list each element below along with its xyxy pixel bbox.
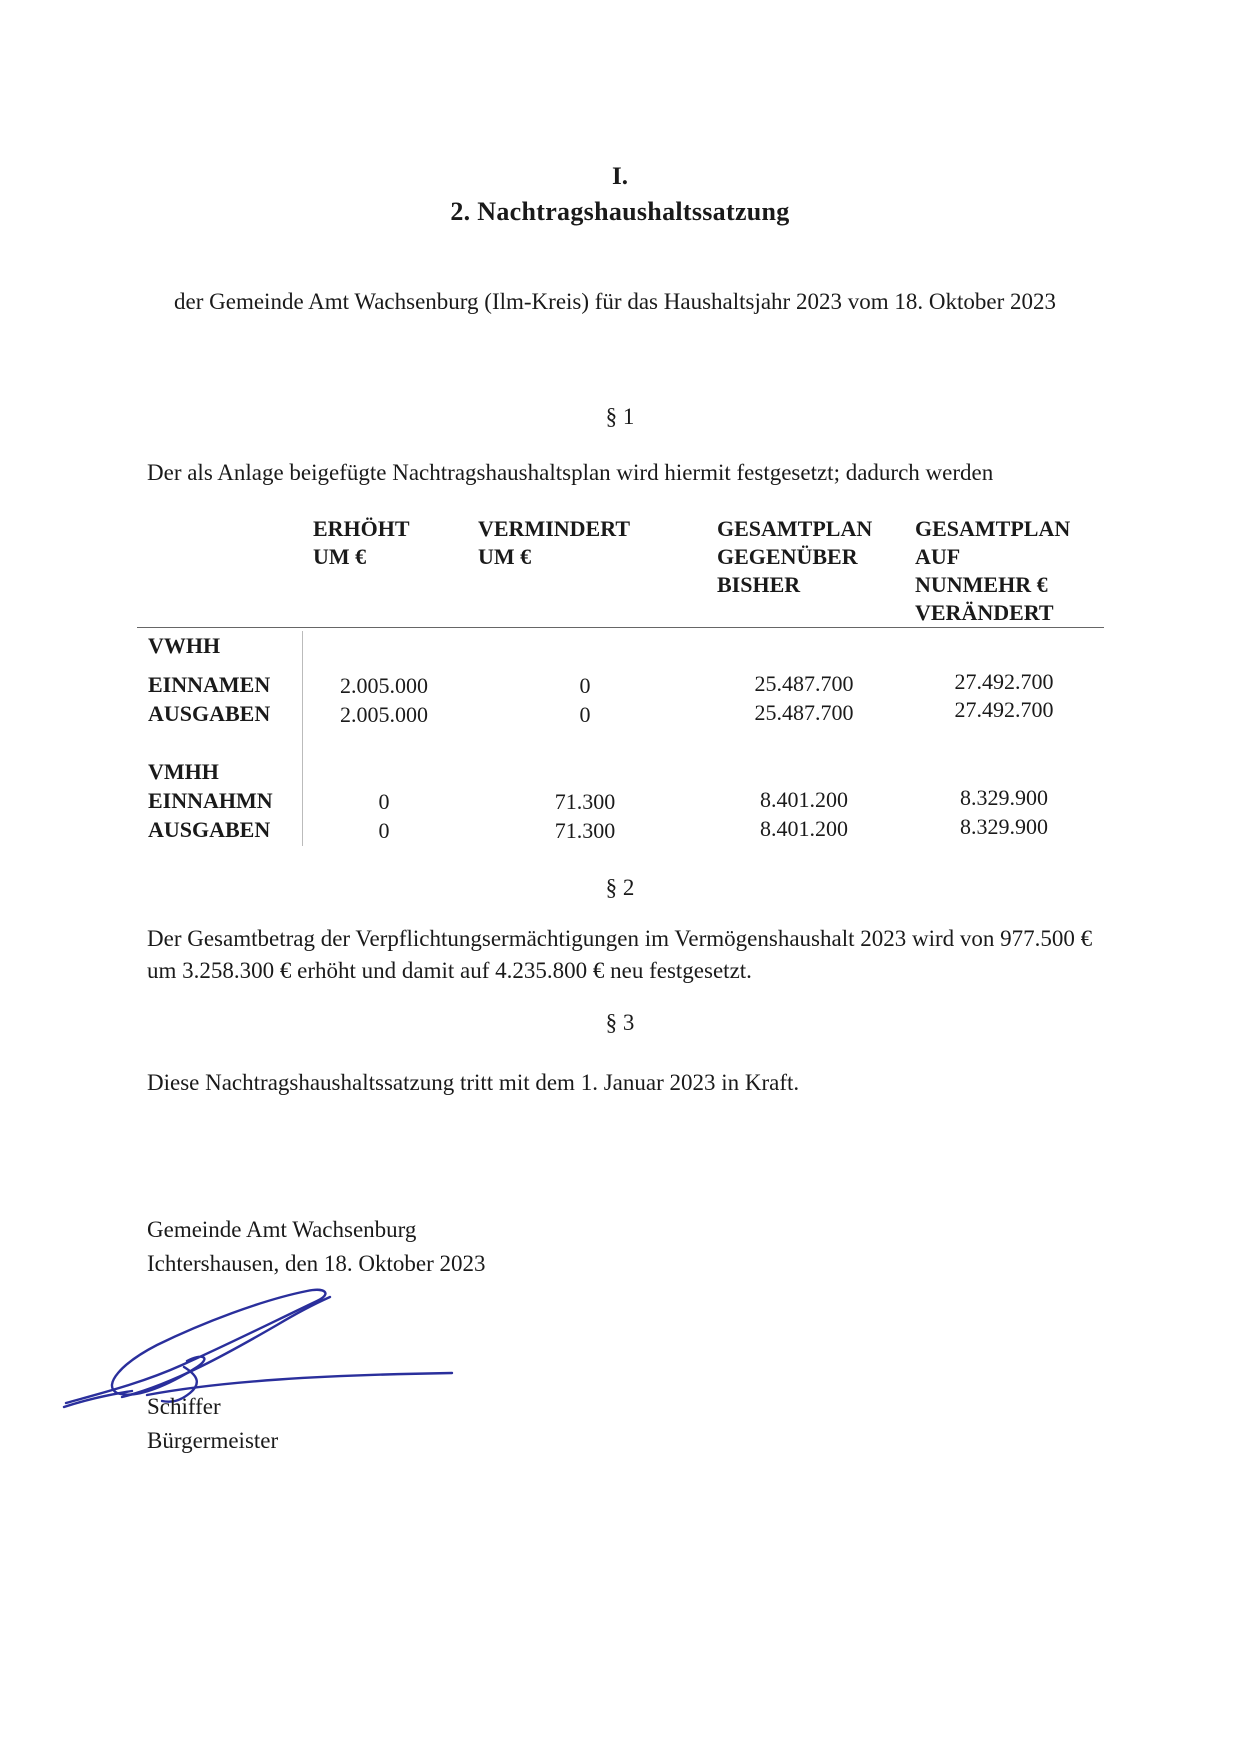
table-cell: 2.005.000	[340, 673, 428, 698]
row-label: EINNAHMN	[148, 788, 273, 813]
row-label: AUSGABEN	[148, 701, 271, 726]
table-cell: 2.005.000	[340, 702, 428, 727]
table-cell: 0	[579, 673, 591, 698]
signer-name: Schiffer	[147, 1394, 221, 1419]
municipality-name: Gemeinde Amt Wachsenburg	[147, 1217, 417, 1242]
table-header-rule	[137, 627, 1104, 628]
signer-block	[147, 1390, 278, 1458]
col-header-erhoeht: ERHÖHT UM €	[313, 516, 410, 569]
table-cell: 8.401.200	[760, 787, 848, 812]
section-1-sign: § 1	[605, 404, 635, 429]
row-label: EINNAMEN	[148, 672, 271, 697]
signer-role: Bürgermeister	[147, 1428, 279, 1453]
table-cell: 8.329.900	[960, 814, 1048, 839]
table-cell: 71.300	[554, 789, 616, 814]
group-label-vwhh: VWHH	[148, 633, 221, 658]
table-cell: 25.487.700	[754, 700, 854, 725]
col-header-vermindert: VERMINDERT UM €	[478, 516, 631, 569]
section-1-intro: Der als Anlage beigefügte Nachtragshaushaltsplan wird hiermit festgesetzt; dadurch werden	[147, 460, 994, 485]
table-cell: 0	[579, 702, 591, 727]
table-column-divider	[302, 631, 303, 846]
section-2-text: Der Gesamtbetrag der Verpflichtungsermächtigungen im Vermögenshaushalt 2023 wird von 977.500 € um 3.258.300 € erhöht und damit auf 4.235.800 € neu festgesetzt.	[147, 926, 1093, 983]
table-cell: 0	[378, 818, 390, 843]
document-subtitle: der Gemeinde Amt Wachsenburg (Ilm-Kreis) für das Haushaltsjahr 2023 vom 18. Oktober 2023	[174, 289, 1056, 314]
document-title: 2. Nachtragshaushaltssatzung	[450, 197, 790, 226]
roman-numeral: I.	[612, 163, 628, 190]
table-cell: 0	[378, 789, 390, 814]
table-cell: 27.492.700	[954, 697, 1054, 722]
table-cell: 25.487.700	[754, 671, 854, 696]
row-label: AUSGABEN	[148, 817, 271, 842]
section-3-sign: § 3	[605, 1010, 635, 1035]
section-3-text: Diese Nachtragshaushaltssatzung tritt mit dem 1. Januar 2023 in Kraft.	[147, 1070, 800, 1095]
section-2-sign: § 2	[605, 875, 635, 900]
col-header-gesamtplan-bisher: GESAMTPLAN GEGENÜBER BISHER	[717, 516, 873, 597]
signature-place-block	[147, 1213, 486, 1281]
table-cell: 27.492.700	[954, 669, 1054, 694]
table-cell: 71.300	[554, 818, 616, 843]
group-label-vmhh: VMHH	[148, 759, 219, 784]
table-cell: 8.329.900	[960, 785, 1048, 810]
table-cell: 8.401.200	[760, 816, 848, 841]
col-header-gesamtplan-neu: GESAMTPLAN AUF NUNMEHR € VERÄNDERT	[915, 516, 1071, 625]
place-date: Ichtershausen, den 18. Oktober 2023	[147, 1251, 486, 1276]
